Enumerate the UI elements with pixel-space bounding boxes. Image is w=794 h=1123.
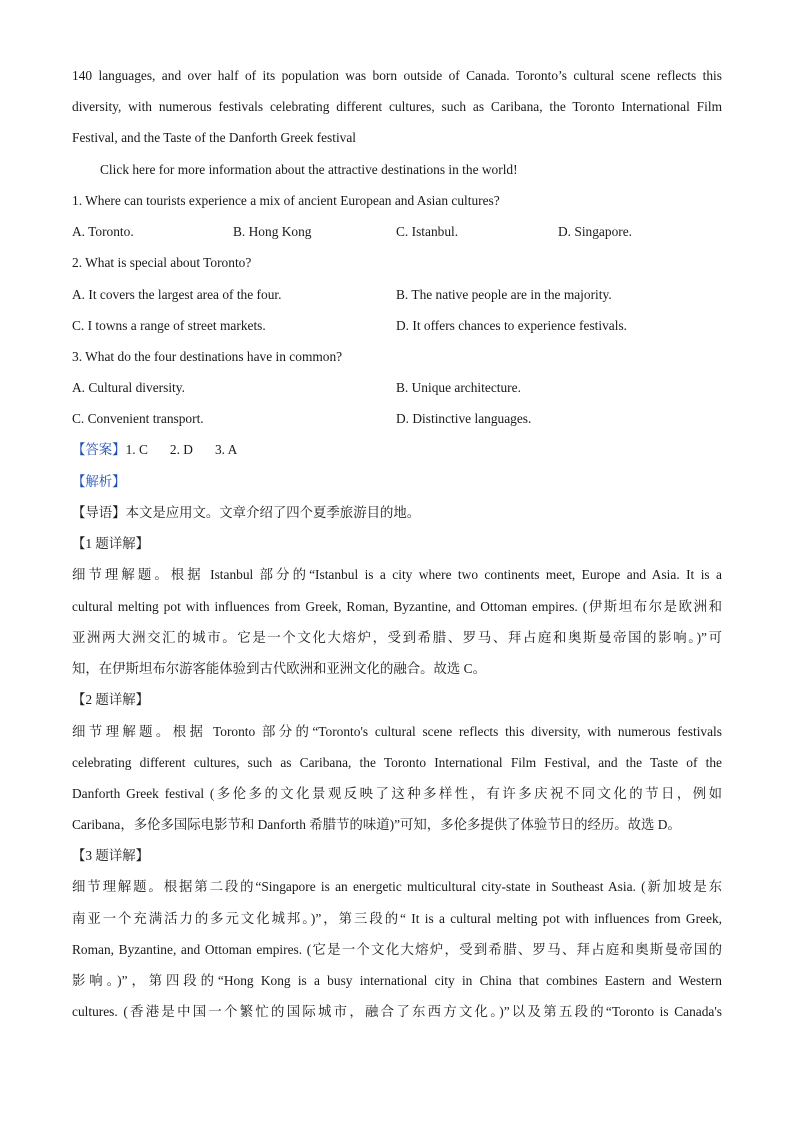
q3-option-d: D. Distinctive languages. xyxy=(396,411,532,426)
question-2-stem: 2. What is special about Toronto? xyxy=(72,255,252,270)
q1-option-a: A. Toronto. xyxy=(72,224,134,239)
question-1-options xyxy=(72,222,722,242)
answer-1: 1. C xyxy=(125,442,148,457)
q1-option-d: D. Singapore. xyxy=(558,224,633,239)
q2-detail-line: 细节理解题。根据 Toronto 部分的“Toronto's cultural scene reflects this diversity, with numerous festivals xyxy=(72,724,722,739)
q2-detail-line: celebrating different cultures, such as Caribana, the Toronto International Film Festival, and the Taste of the xyxy=(72,755,722,770)
answer-line xyxy=(72,440,259,460)
q2-option-d: D. It offers chances to experience festivals. xyxy=(396,318,628,333)
q3-option-c: C. Convenient transport. xyxy=(72,411,204,426)
answer-2: 2. D xyxy=(169,442,193,457)
question-2-options-row-2 xyxy=(72,316,722,336)
q3-detail-label: 【3 题详解】 xyxy=(72,848,149,863)
passage-line-3: Festival, and the Taste of the Danforth Greek festival xyxy=(72,130,357,145)
answer-label: 【答案】 xyxy=(72,442,126,457)
question-3-options-row-2 xyxy=(72,409,722,429)
q1-detail-label: 【1 题详解】 xyxy=(72,536,149,551)
q3-detail-line: Roman, Byzantine, and Ottoman empires. (它是一个文化大熔炉，受到希腊、罗马、拜占庭和奥斯曼帝国的 xyxy=(72,942,722,957)
q3-detail-line: 细节理解题。根据第二段的“Singapore is an energetic multicultural city-state in Southeast Asia. (新加坡是东 xyxy=(72,879,722,894)
q2-option-b: B. The native people are in the majority. xyxy=(396,287,612,302)
q1-detail-line: 知，在伊斯坦布尔游客能体验到古代欧洲和亚洲文化的融合。故选 C。 xyxy=(72,661,486,676)
q3-detail-line: cultures. (香港是中国一个繁忙的国际城市，融合了东西方文化。)”以及第五段的“Toronto is Canada's xyxy=(72,1004,722,1019)
q2-detail-label: 【2 题详解】 xyxy=(72,692,149,707)
passage-line-1: 140 languages, and over half of its population was born outside of Canada. Toronto’s cultural scene reflects this xyxy=(72,68,722,83)
question-3-stem: 3. What do the four destinations have in common? xyxy=(72,349,343,364)
question-1-stem: 1. Where can tourists experience a mix of ancient European and Asian cultures? xyxy=(72,193,500,208)
q1-option-b: B. Hong Kong xyxy=(233,224,312,239)
q3-detail-line: 南亚一个充满活力的多元文化城邦。)”，第三段的“ It is a cultural melting pot with influences from Greek, xyxy=(72,911,722,926)
q1-detail-line: 亚洲两大洲交汇的城市。它是一个文化大熔炉，受到希腊、罗马、拜占庭和奥斯曼帝国的影响。)”可 xyxy=(72,630,722,645)
guide-line xyxy=(72,503,420,523)
guide-label: 【导语】 xyxy=(72,505,126,520)
q1-detail-line: cultural melting pot with influences from Greek, Roman, Byzantine, and Ottoman empires. (伊斯坦布尔是欧洲和 xyxy=(72,599,722,614)
q3-option-b: B. Unique architecture. xyxy=(396,380,521,395)
q3-detail-line: 影响。)”，第四段的“Hong Kong is a busy international city in China that combines Eastern and Western xyxy=(72,973,722,988)
passage-line-2: diversity, with numerous festivals celebrating different cultures, such as Caribana, the Toronto International Film xyxy=(72,99,722,114)
q2-option-a: A. It covers the largest area of the four. xyxy=(72,287,282,302)
passage-link-line: Click here for more information about the attractive destinations in the world! xyxy=(100,162,518,177)
q1-detail-line: 细节理解题。根据 Istanbul 部分的“Istanbul is a city where two continents meet, Europe and Asia. It is a xyxy=(72,567,722,582)
q2-detail-line: Caribana，多伦多国际电影节和 Danforth 希腊节的味道)”可知，多伦多提供了体验节日的经历。故选 D。 xyxy=(72,817,681,832)
q1-option-c: C. Istanbul. xyxy=(396,224,459,239)
question-3-options-row-1 xyxy=(72,378,722,398)
analysis-label: 【解析】 xyxy=(72,474,126,489)
question-2-options-row-1 xyxy=(72,285,722,305)
guide-text: 本文是应用文。文章介绍了四个夏季旅游目的地。 xyxy=(125,505,421,520)
q2-detail-line: Danforth Greek festival (多伦多的文化景观反映了这种多样性，有许多庆祝不同文化的节日，例如 xyxy=(72,786,722,801)
q2-option-c: C. I towns a range of street markets. xyxy=(72,318,266,333)
answer-3: 3. A xyxy=(214,442,238,457)
q3-option-a: A. Cultural diversity. xyxy=(72,380,185,395)
